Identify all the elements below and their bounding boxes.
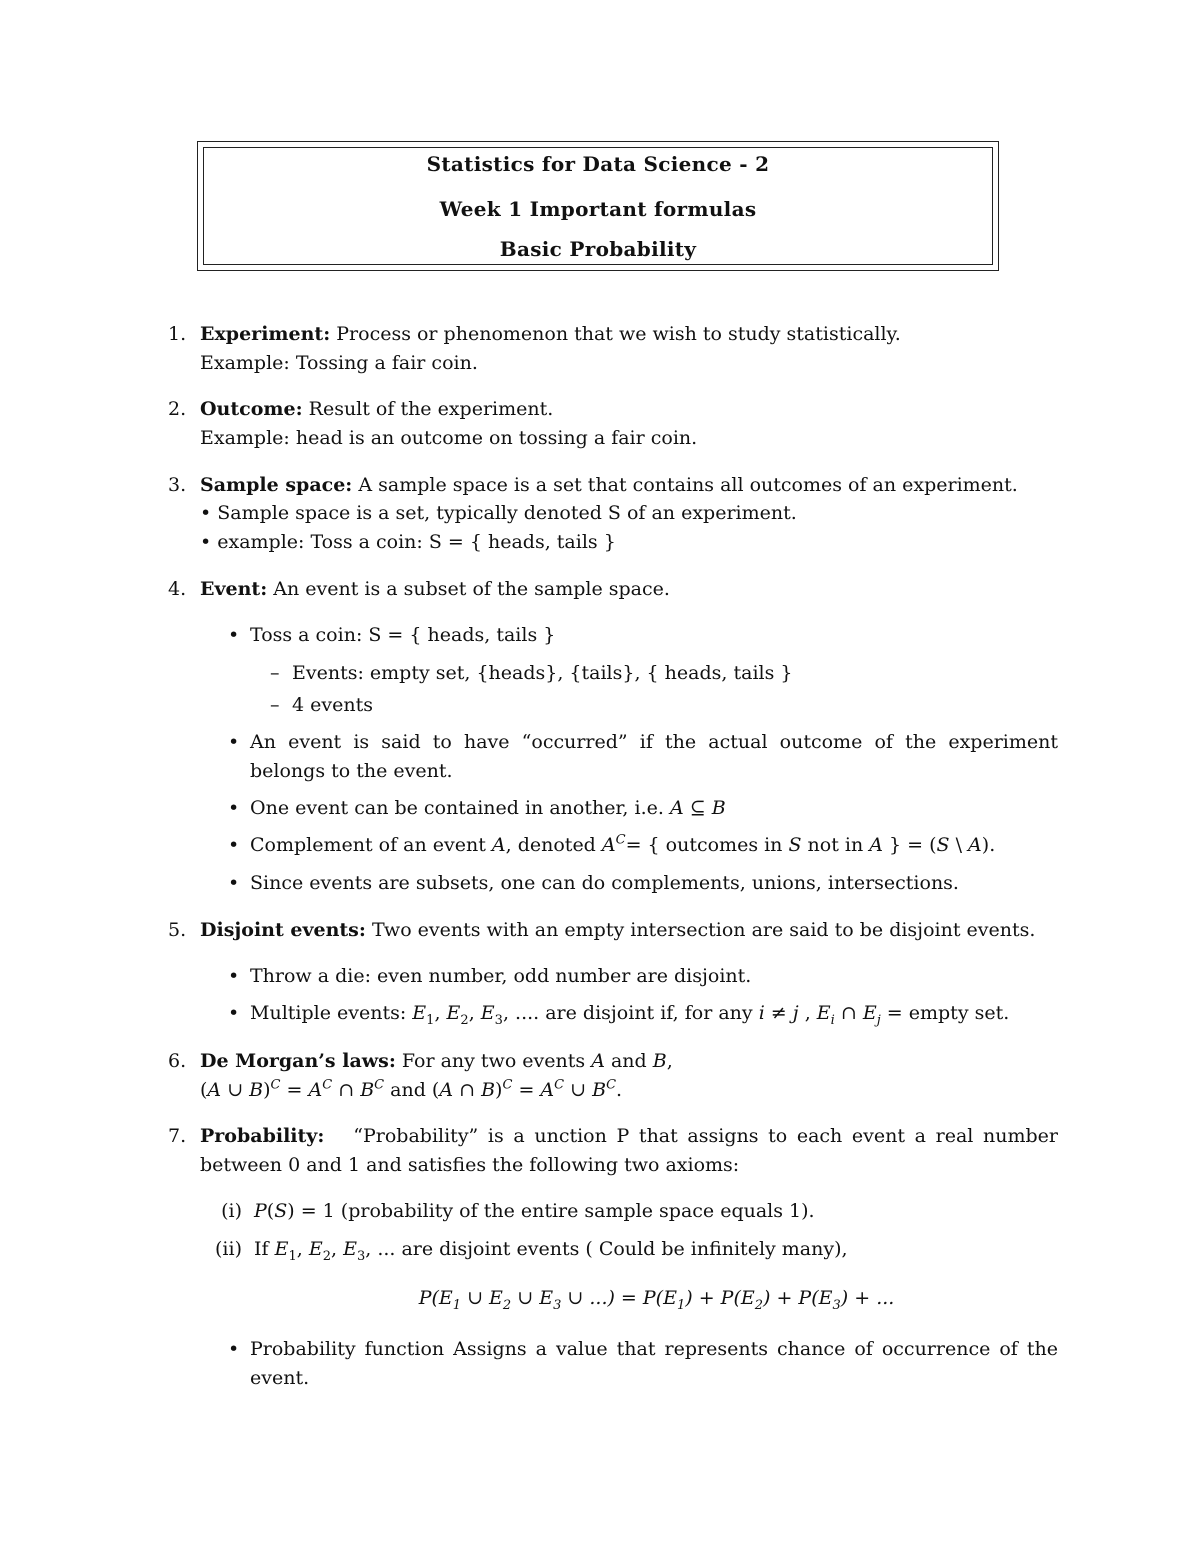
item-example: Example: head is an outcome on tossing a fair coin. (200, 427, 698, 449)
item-term: Experiment: (200, 323, 331, 345)
bullet-line: Multiple events: $E_1$, $E_2$, $E_3$, .... are disjoint if, for any i ≠ j , $E_i$ ∩ $E_j$ = empty set. (250, 1002, 1010, 1028)
bullet-line (250, 794, 726, 822)
item-number: 1. (168, 323, 187, 345)
course-title: Statistics for Data Science - 2 (426, 152, 770, 176)
item-definition: A sample space is a set that contains all outcomes of an experiment. (358, 474, 1018, 496)
bullet-line: Complement of an event A, denoted $A^C=$ { outcomes in S not in A } = (S \ A). (250, 832, 996, 856)
additivity-formula: $P(E_1$ ∪ $E_2$ ∪ $E_3$ ∪ ...) = $P(E_1) + P(E_2) + P(E_3)$ + ... (418, 1287, 895, 1313)
item-term: De Morgan’s laws: (200, 1050, 396, 1072)
item-number: 2. (168, 398, 187, 420)
bullet-icon: • (228, 872, 240, 894)
item-term: Event: (200, 578, 268, 600)
bullet-text: An event is said to have “occurred” if the actual outcome of the experiment (250, 731, 1058, 753)
item-line: De Morgan’s laws: For any two events A and B, (200, 1050, 673, 1072)
item-term: Disjoint events: (200, 919, 366, 941)
item-term: Sample space: (200, 474, 353, 496)
bullet-text: Complement of an event (250, 834, 486, 856)
item-definition: Process or phenomenon that we wish to study statistically. (336, 323, 901, 345)
bullet-text-cont: belongs to the event. (250, 760, 453, 782)
item-line (200, 916, 1035, 944)
bullet-text: Since events are subsets, one can do complements, unions, intersections. (250, 872, 959, 894)
item-number: 7. (168, 1125, 187, 1147)
bullet-icon: • (228, 624, 240, 646)
bullet-icon: • (228, 797, 240, 819)
item-line (200, 471, 1018, 499)
bullet-icon: • (228, 1002, 240, 1024)
item-definition-cont: between 0 and 1 and satisfies the following two axioms: (200, 1154, 740, 1176)
bullet-icon: • (228, 1338, 240, 1360)
item-point: • Sample space is a set, typically denoted S of an experiment. (200, 502, 797, 524)
item-definition: An event is a subset of the sample space. (273, 578, 670, 600)
item-line (200, 395, 553, 423)
item-number: 6. (168, 1050, 187, 1072)
item-line (200, 575, 670, 603)
item-number: 4. (168, 578, 187, 600)
bullet-text: Throw a die: even number, odd number are disjoint. (250, 965, 752, 987)
dash-icon: – (270, 662, 280, 684)
bullet-text-cont: event. (250, 1367, 310, 1389)
axiom-label: (i) (221, 1200, 242, 1222)
item-term: Probability: (200, 1125, 325, 1147)
item-number: 3. (168, 474, 187, 496)
math-subset: A ⊆ B (669, 797, 726, 819)
item-line (200, 1122, 1058, 1150)
bullet-icon: • (228, 834, 240, 856)
week-title: Week 1 Important formulas (439, 197, 757, 221)
item-line (200, 320, 901, 348)
dash-icon: – (270, 694, 280, 716)
axiom-line: If $E_1$, $E_2$, $E_3$, ... are disjoint events ( Could be infinitely many), (254, 1238, 848, 1264)
de-morgan-formula: (A ∪ $B)^C = A^C$ ∩ $B^C$ and (A ∩ $B)^C = A^C$ ∪ $B^C$. (200, 1077, 623, 1101)
axiom-line: P(S) = 1 (probability of the entire sample space equals 1). (254, 1200, 815, 1222)
axiom-label: (ii) (215, 1238, 242, 1260)
sub-bullet-text: Events: empty set, {heads}, {tails}, { heads, tails } (292, 662, 793, 684)
sub-bullet-text: 4 events (292, 694, 373, 716)
title-box (197, 141, 999, 271)
bullet-text: Probability function Assigns a value that represents chance of occurrence of the (250, 1338, 1058, 1360)
bullet-icon: • (228, 731, 240, 753)
item-point: • example: Toss a coin: S = { heads, tails } (200, 531, 616, 553)
bullet-text: Toss a coin: S = { heads, tails } (250, 624, 556, 646)
item-term: Outcome: (200, 398, 303, 420)
item-definition: Two events with an empty intersection are said to be disjoint events. (371, 919, 1036, 941)
topic-title: Basic Probability (499, 237, 697, 261)
bullet-text: One event can be contained in another, i.e. (250, 797, 664, 819)
item-number: 5. (168, 919, 187, 941)
item-definition: Result of the experiment. (308, 398, 554, 420)
bullet-icon: • (228, 965, 240, 987)
item-example: Example: Tossing a fair coin. (200, 352, 478, 374)
item-definition: “Probability” is a unction P that assigns to each event a real number (353, 1125, 1058, 1147)
